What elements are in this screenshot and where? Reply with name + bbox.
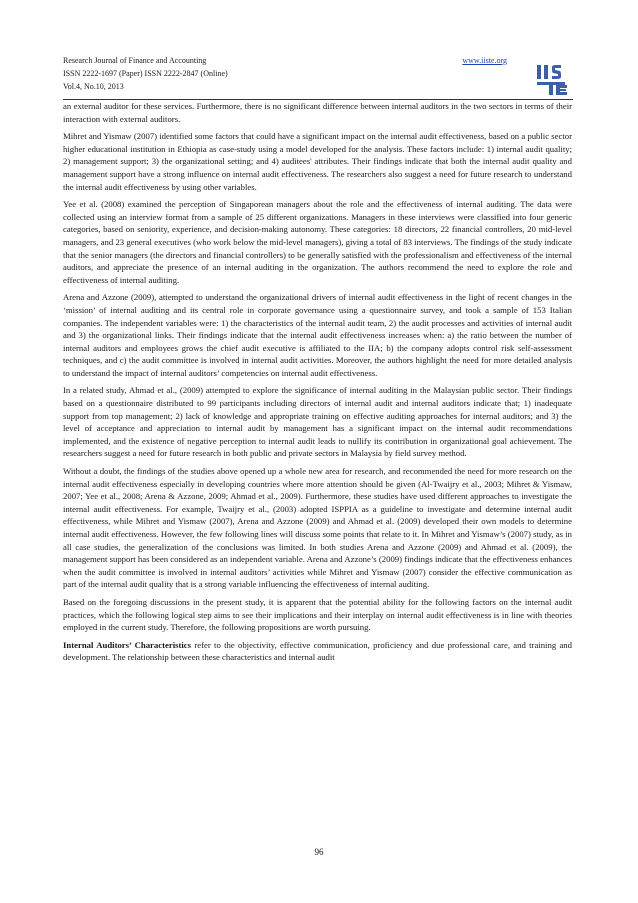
iiste-logo bbox=[533, 63, 571, 97]
section-term: Internal Auditors’ Characteristics bbox=[63, 639, 192, 650]
journal-header bbox=[63, 54, 573, 93]
paragraph: Arena and Azzone (2009), attempted to understand the organizational drivers of internal audit effectiveness in the light of recent changes in the ‘mission’ of internal auditing and its central role in corporate governance using a questionnaire survey, and took a sample of 153 Italian companies. The independent variables were: 1) the characteristics of the internal audit team, 2) the audit processes and activities of internal audit and 3) the organizational links. Their findings indicate that the internal audit effectiveness increases when: a) the ratio between the number of internal auditors and employees grows the chief audit executive is affiliated to the IIA; b) the company adopts control risk self-assessment techniques, and c) the audit committee is involved in internal audit activities. Moreover, the authors highlight the need for more detailed analysis to understand the impact of internal auditors’ competencies on internal audit effectiveness. bbox=[63, 292, 572, 378]
paragraph: Based on the foregoing discussions in the present study, it is apparent that the potential ability for the following factors on the internal audit practices, which the following logical step aims to see their implications and their interplay on internal audit effectiveness is in line with theories employed in the current study. Therefore, the following propositions are worth pursuing. bbox=[63, 596, 572, 633]
article-body bbox=[63, 100, 572, 669]
paragraph: In a related study, Ahmad et al., (2009) attempted to explore the significance of internal auditing in the Malaysian public sector. Their findings based on a questionnaire distributed to 99 participants including directors of internal audit and internal auditors indicate that; 1) inadequate support from top management; 2) lack of knowledge and appropriate training on effective auditing approaches for internal auditors; and 3) the level of acceptance and appreciation to internal audit by management has a significant impact on the internal audit recommendations implemented, and the existence of negative perception to internal audit leads to nullify its contribution in organizational goal achievement. The researchers suggest a need for future research in both public and private sectors in Malaysia by field survey method. bbox=[63, 385, 572, 459]
logo-bar bbox=[549, 85, 553, 95]
paragraph bbox=[63, 639, 572, 664]
volume-line: Vol.4, No.10, 2013 bbox=[63, 82, 124, 91]
issn-line: ISSN 2222-1697 (Paper) ISSN 2222-2847 (Online) bbox=[63, 69, 228, 78]
logo-letter-s bbox=[552, 65, 561, 79]
paragraph: an external auditor for these services. Furthermore, there is no significant difference between internal auditors in the two sectors in terms of their interaction with external auditors. bbox=[63, 101, 572, 124]
paragraph-text: refer to the objectivity, effective communication, proficiency and due professional care, and training and development. The relationship between these characteristics and internal audit bbox=[63, 639, 572, 663]
journal-title: Research Journal of Finance and Accounting bbox=[63, 56, 207, 65]
logo-letter-e bbox=[556, 85, 567, 95]
paragraph: Mihret and Yismaw (2007) identified some factors that could have a significant impact on the internal audit effectiveness, based on a public sector higher educational institution in Ethiopia as case-study using a model developed for the analysis. These factors include: 1) internal audit quality; 2) management support; 3) the organizational setting; and 4) auditees' attributes. Their findings indicate that both the internal audit quality and management support have a strong influence on internal audit effectiveness. The researchers also suggest a need for future research to understand the internal audit effectiveness by using other variables. bbox=[63, 131, 572, 192]
paragraph: Yee et al. (2008) examined the perception of Singaporean managers about the role and the effectiveness of internal auditing. The data were collected using an interview format from a sample of 25 different organizations. Managers in these interviews were classified into four generic categories, based on seniority, experience, and decision-making autonomy. These categories: 18 directors, 22 financial controllers, 20 mid-level managers, and 23 general executives (who work below the mid-level managers), giving a total of 83 interviews. The findings of the study indicate that the senior managers (the directors and financial controllers) to be generally satisfied with the professionalism and effectiveness of the internal auditors, and appreciate the presence of an internal auditing in the organization. The authors recommend the need to explore the role and effectiveness of internal auditing. bbox=[63, 199, 572, 285]
journal-url-link[interactable]: www.iiste.org bbox=[462, 56, 507, 65]
logo-bar bbox=[544, 65, 548, 79]
paragraph: Without a doubt, the findings of the studies above opened up a whole new area for research, and recommended the need for more research on the internal audit effectiveness especially in developing countries where more attention should be given (Al-Twaijry et al., 2003; Mihret & Yismaw, 2007; Yee et al., 2008; Arena & Azzone, 2009; Ahmad et al., 2009). Furthermore, these studies have used different approaches to investigate the internal audit effectiveness. For example, Twaijry et al., (2003) adopted ISPPIA as a guideline to investigate and determine internal audit effectiveness, while Mihret and Yismaw (2007), Arena and Azzone (2009) and Ahmad et al. (2009) developed their own models to determine internal audit effectiveness. However, the few following lines will discuss some points that relate to it. In Mihret and Yismaw’s (2007) study, as in all case studies, the generalization of the conclusions was limited. In both studies Arena and Azzone (2009) and Ahmad et al. (2009), the management support has been considered as an independent variable. Arena and Azzone’s (2009) findings indicate that the effectiveness enhances when the audit committee is involved in internal auditors’ activities while Mihret and Yismaw (2007) consider the effective communication as part of the internal audit quality that is a strong variable influencing the effectiveness of internal auditing. bbox=[63, 466, 572, 590]
logo-bar bbox=[537, 65, 541, 79]
logo-bar bbox=[537, 82, 565, 85]
page-number: 96 bbox=[314, 847, 324, 857]
